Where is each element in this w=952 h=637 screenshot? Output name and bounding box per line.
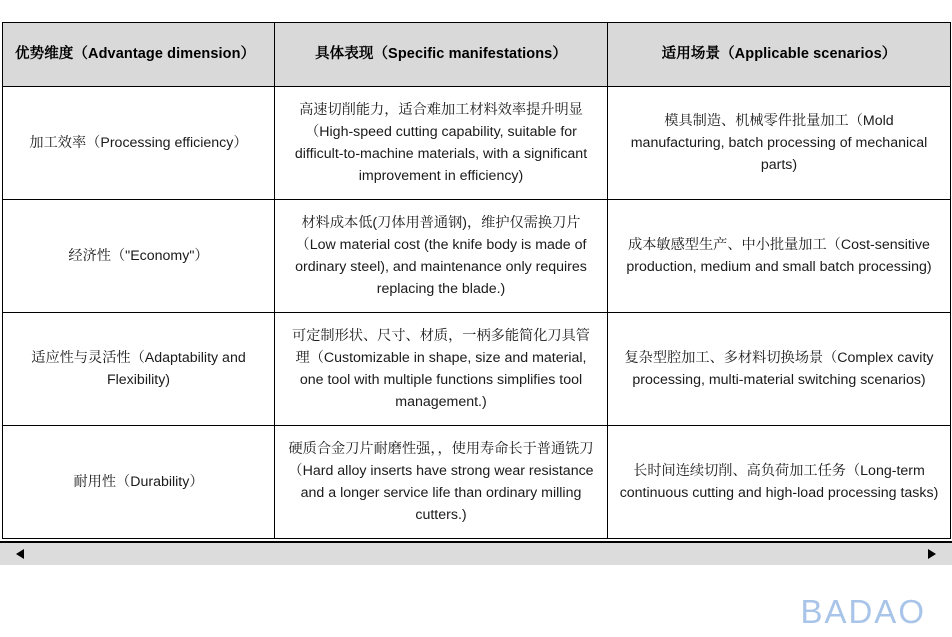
scroll-right-arrow-icon[interactable]	[920, 543, 944, 565]
cell-scenario: 模具制造、机械零件批量加工（Mold manufacturing, batch processing of mechanical parts)	[608, 87, 951, 200]
cell-dimension: 耐用性（Durability）	[3, 426, 275, 539]
column-header-advantage-dimension: 优势维度（Advantage dimension）	[3, 23, 275, 87]
table-row	[3, 200, 951, 313]
cell-manifestation: 材料成本低(刀体用普通钢)，维护仅需换刀片（Low material cost (the knife body is made of ordinary steel), and maintenance only requires replacing the blade.)	[275, 200, 608, 313]
table-header	[3, 23, 951, 87]
cell-dimension: 经济性（"Economy"）	[3, 200, 275, 313]
table-row	[3, 313, 951, 426]
cell-manifestation: 可定制形状、尺寸、材质，一柄多能简化刀具管理（Customizable in shape, size and material, one tool with multiple functions simplifies tool management.)	[275, 313, 608, 426]
cell-dimension: 适应性与灵活性（Adaptability and Flexibility)	[3, 313, 275, 426]
table-header-row	[3, 23, 951, 87]
cell-manifestation: 高速切削能力，适合难加工材料效率提升明显（High-speed cutting capability, suitable for difficult-to-machine materials, with a significant improvement in efficiency)	[275, 87, 608, 200]
column-header-specific-manifestations: 具体表现（Specific manifestations）	[275, 23, 608, 87]
cell-manifestation: 硬质合金刀片耐磨性强，，使用寿命长于普通铣刀（Hard alloy inserts have strong wear resistance and a longer service life than ordinary milling cutters.)	[275, 426, 608, 539]
column-header-applicable-scenarios: 适用场景（Applicable scenarios）	[608, 23, 951, 87]
table-body	[3, 87, 951, 539]
advantage-table	[2, 22, 951, 539]
table-row	[3, 426, 951, 539]
cell-scenario: 成本敏感型生产、中小批量加工（Cost-sensitive production, medium and small batch processing)	[608, 200, 951, 313]
cell-scenario: 复杂型腔加工、多材料切换场景（Complex cavity processing, multi-material switching scenarios)	[608, 313, 951, 426]
horizontal-scrollbar[interactable]	[0, 541, 952, 565]
table-row	[3, 87, 951, 200]
cell-dimension: 加工效率（Processing efficiency）	[3, 87, 275, 200]
scroll-left-arrow-icon[interactable]	[8, 543, 32, 565]
cell-scenario: 长时间连续切削、高负荷加工任务（Long-term continuous cutting and high-load processing tasks)	[608, 426, 951, 539]
badao-watermark: BADAO	[800, 593, 926, 630]
